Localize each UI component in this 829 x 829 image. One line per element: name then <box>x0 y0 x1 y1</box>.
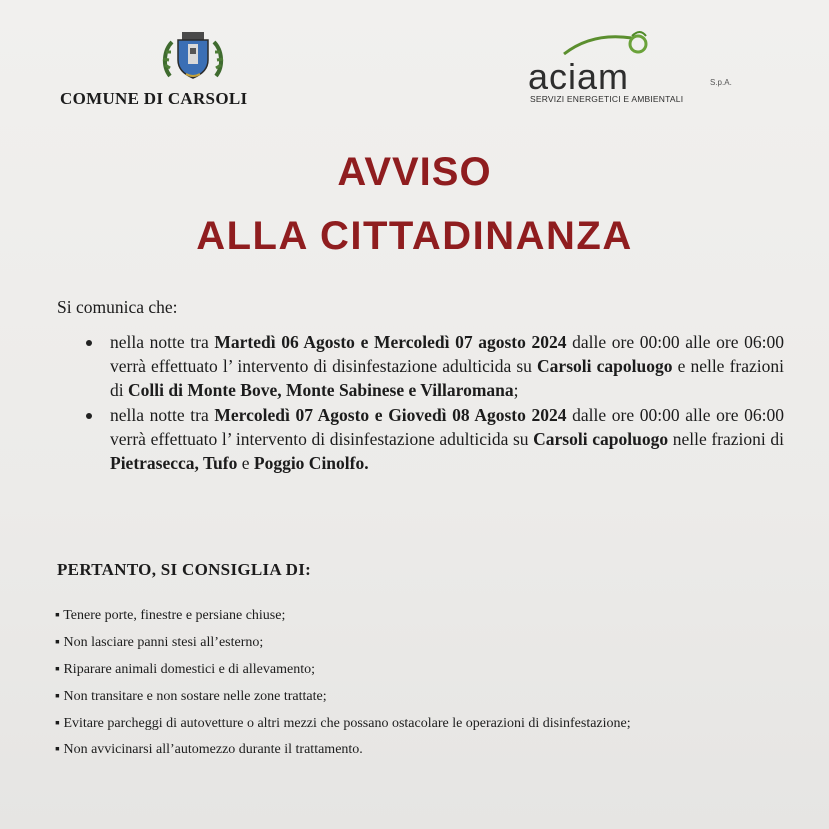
advice-item: ▪ Evitare parcheggi di autovetture o altri mezzi che possano ostacolare le operazioni di disinfestazione; <box>55 716 631 731</box>
aciam-logo <box>528 30 748 110</box>
notice-text: dalle ore 00:00 alle ore 06:00 verrà effettuato l’ intervento di disinfestazione adulticida su <box>110 404 784 449</box>
notice-text: nella notte tra <box>110 404 215 425</box>
notice-location: Carsoli capoluogo <box>533 428 669 449</box>
advice-item: ▪ Non transitare e non sostare nelle zone trattate; <box>55 689 327 704</box>
notice-list <box>84 330 784 475</box>
notice-text: nelle frazioni di <box>668 428 784 449</box>
notice-item <box>84 403 784 476</box>
advice-item: ▪ Tenere porte, finestre e persiane chiuse; <box>55 608 286 623</box>
notice-dates: Martedì 06 Agosto e Mercoledì 07 agosto 2024 <box>214 332 567 352</box>
notice-location: Carsoli capoluogo <box>537 356 673 377</box>
comune-name: COMUNE DI CARSOLI <box>60 89 248 108</box>
notice-fractions: Poggio Cinolfo. <box>253 453 369 474</box>
company-suffix: S.p.A. <box>710 78 732 87</box>
advice-item: ▪ Riparare animali domestici e di allevamento; <box>55 662 315 677</box>
notice-text: dalle ore 00:00 alle ore 06:00 verrà effettuato l’ intervento di disinfestazione adulticida su <box>110 332 784 377</box>
company-name: aciam <box>528 56 630 97</box>
notice-fractions: Pietrasecca, Tufo <box>110 453 238 474</box>
bullet-icon <box>86 413 92 419</box>
bullet-icon <box>86 340 92 346</box>
advice-list <box>55 608 785 769</box>
intro-text: Si comunica che: <box>57 297 178 317</box>
advice-item: ▪ Non avvicinarsi all’automezzo durante il trattamento. <box>55 742 363 757</box>
notice-text: ; <box>513 380 519 401</box>
comune-crest-logo <box>160 28 226 82</box>
notice-dates: Mercoledì 07 Agosto e Giovedì 08 Agosto 2024 <box>214 404 567 425</box>
notice-title-line1: AVVISO <box>337 150 492 194</box>
advice-heading: PERTANTO, SI CONSIGLIA DI: <box>57 560 312 579</box>
notice-text: e <box>237 453 254 474</box>
notice-fractions: Colli di Monte Bove, Monte Sabinese e Villaromana <box>128 380 514 401</box>
notice-title-line2: ALLA CITTADINANZA <box>196 214 633 258</box>
advice-item: ▪ Non lasciare panni stesi all’esterno; <box>55 635 264 650</box>
company-tagline: SERVIZI ENERGETICI E AMBIENTALI <box>530 94 684 104</box>
notice-text: nella notte tra <box>110 332 215 352</box>
notice-text: e nelle frazioni di <box>110 356 784 401</box>
notice-item <box>84 330 784 403</box>
